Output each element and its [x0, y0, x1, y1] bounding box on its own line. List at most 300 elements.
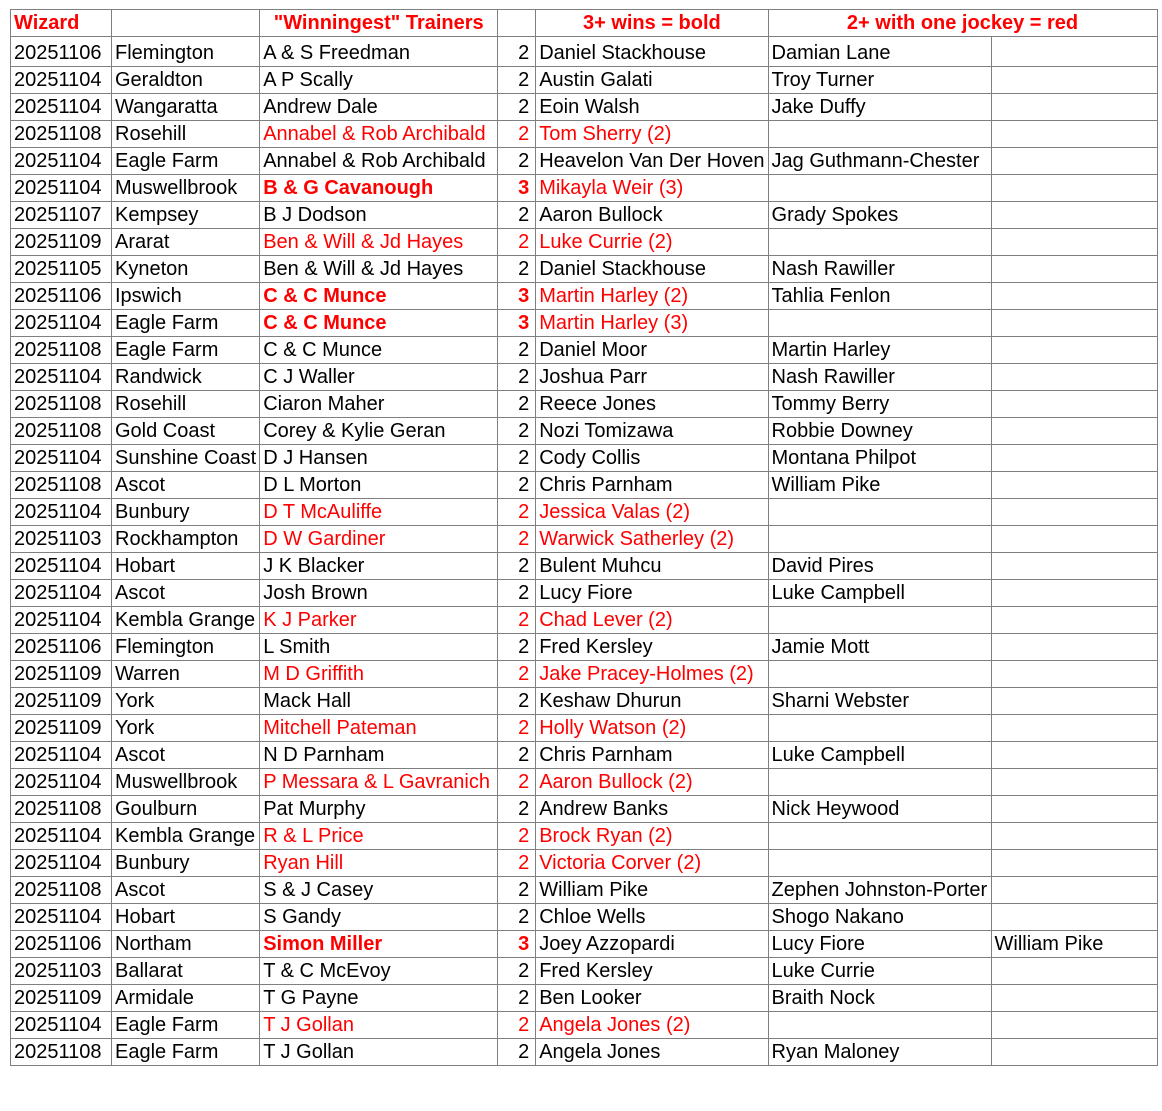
cell-jockey-1[interactable]: Aaron Bullock (2)	[536, 769, 768, 796]
cell-track[interactable]: Eagle Farm	[112, 337, 260, 364]
cell-track[interactable]: Ipswich	[112, 283, 260, 310]
cell-date[interactable]: 20251108	[11, 877, 112, 904]
cell-jockey-3[interactable]	[991, 526, 1157, 553]
cell-jockey-1[interactable]: Bulent Muhcu	[536, 553, 768, 580]
cell-jockey-3[interactable]	[991, 499, 1157, 526]
cell-track[interactable]: Randwick	[112, 364, 260, 391]
cell-jockey-3[interactable]	[991, 688, 1157, 715]
cell-wins[interactable]: 2	[498, 337, 536, 364]
cell-trainer[interactable]: Ciaron Maher	[260, 391, 498, 418]
cell-date[interactable]: 20251108	[11, 391, 112, 418]
cell-trainer[interactable]: A P Scally	[260, 67, 498, 94]
cell-jockey-1[interactable]: Luke Currie (2)	[536, 229, 768, 256]
cell-track[interactable]: Kembla Grange	[112, 607, 260, 634]
cell-wins[interactable]: 2	[498, 985, 536, 1012]
cell-trainer[interactable]: C J Waller	[260, 364, 498, 391]
cell-jockey-1[interactable]: Chris Parnham	[536, 472, 768, 499]
cell-jockey-1[interactable]: Jessica Valas (2)	[536, 499, 768, 526]
cell-date[interactable]: 20251104	[11, 175, 112, 202]
cell-date[interactable]: 20251104	[11, 67, 112, 94]
cell-trainer[interactable]: D J Hansen	[260, 445, 498, 472]
cell-wins[interactable]: 3	[498, 931, 536, 958]
cell-trainer[interactable]: Annabel & Rob Archibald	[260, 148, 498, 175]
cell-jockey-2[interactable]	[768, 823, 991, 850]
cell-date[interactable]: 20251109	[11, 229, 112, 256]
table-row	[11, 364, 1158, 391]
cell-track[interactable]: Bunbury	[112, 499, 260, 526]
cell-jockey-1[interactable]: Cody Collis	[536, 445, 768, 472]
cell-jockey-1[interactable]: Chad Lever (2)	[536, 607, 768, 634]
cell-wins[interactable]: 2	[498, 904, 536, 931]
table-row	[11, 526, 1158, 553]
cell-jockey-1[interactable]: Daniel Stackhouse	[536, 37, 768, 67]
cell-jockey-2[interactable]: David Pires	[768, 553, 991, 580]
cell-jockey-3[interactable]	[991, 958, 1157, 985]
cell-jockey-2[interactable]	[768, 661, 991, 688]
cell-track[interactable]: Ascot	[112, 877, 260, 904]
cell-jockey-1[interactable]: Victoria Corver (2)	[536, 850, 768, 877]
cell-jockey-3[interactable]	[991, 175, 1157, 202]
cell-jockey-2[interactable]: Jake Duffy	[768, 94, 991, 121]
cell-jockey-2[interactable]: Luke Campbell	[768, 580, 991, 607]
cell-date[interactable]: 20251106	[11, 634, 112, 661]
cell-jockey-2[interactable]: Ryan Maloney	[768, 1039, 991, 1066]
cell-track[interactable]: Eagle Farm	[112, 310, 260, 337]
cell-jockey-3[interactable]	[991, 391, 1157, 418]
table-row	[11, 1039, 1158, 1066]
cell-date[interactable]: 20251104	[11, 499, 112, 526]
cell-date[interactable]: 20251108	[11, 418, 112, 445]
cell-trainer[interactable]: A & S Freedman	[260, 37, 498, 67]
table-row	[11, 877, 1158, 904]
cell-jockey-3[interactable]	[991, 94, 1157, 121]
cell-jockey-3[interactable]	[991, 877, 1157, 904]
cell-wins[interactable]: 2	[498, 769, 536, 796]
cell-jockey-3[interactable]: William Pike	[991, 931, 1157, 958]
cell-trainer[interactable]: L Smith	[260, 634, 498, 661]
cell-track[interactable]: Ascot	[112, 742, 260, 769]
cell-wins[interactable]: 3	[498, 283, 536, 310]
cell-jockey-3[interactable]	[991, 283, 1157, 310]
table-row	[11, 769, 1158, 796]
cell-jockey-3[interactable]	[991, 37, 1157, 67]
cell-jockey-1[interactable]: Daniel Stackhouse	[536, 256, 768, 283]
cell-date[interactable]: 20251108	[11, 1039, 112, 1066]
cell-jockey-1[interactable]: Fred Kersley	[536, 958, 768, 985]
cell-wins[interactable]: 2	[498, 553, 536, 580]
cell-jockey-1[interactable]: Chloe Wells	[536, 904, 768, 931]
table-row	[11, 715, 1158, 742]
cell-track[interactable]: York	[112, 715, 260, 742]
cell-track[interactable]: Ascot	[112, 580, 260, 607]
cell-jockey-2[interactable]	[768, 310, 991, 337]
cell-trainer[interactable]: C & C Munce	[260, 283, 498, 310]
cell-jockey-2[interactable]: Braith Nock	[768, 985, 991, 1012]
table-row	[11, 580, 1158, 607]
cell-jockey-3[interactable]	[991, 202, 1157, 229]
cell-date[interactable]: 20251103	[11, 526, 112, 553]
cell-jockey-3[interactable]	[991, 364, 1157, 391]
cell-date[interactable]: 20251104	[11, 94, 112, 121]
cell-jockey-3[interactable]	[991, 553, 1157, 580]
cell-jockey-1[interactable]: Brock Ryan (2)	[536, 823, 768, 850]
cell-jockey-3[interactable]	[991, 148, 1157, 175]
cell-wins[interactable]: 2	[498, 67, 536, 94]
cell-jockey-2[interactable]: Zephen Johnston-Porter	[768, 877, 991, 904]
cell-date[interactable]: 20251108	[11, 472, 112, 499]
cell-jockey-1[interactable]: Martin Harley (2)	[536, 283, 768, 310]
cell-wins[interactable]: 3	[498, 175, 536, 202]
cell-trainer[interactable]: P Messara & L Gavranich	[260, 769, 498, 796]
cell-wins[interactable]: 2	[498, 121, 536, 148]
cell-date[interactable]: 20251108	[11, 337, 112, 364]
table-row	[11, 634, 1158, 661]
cell-jockey-1[interactable]: Aaron Bullock	[536, 202, 768, 229]
cell-jockey-1[interactable]: Martin Harley (3)	[536, 310, 768, 337]
header-empty-cell[interactable]	[112, 10, 260, 37]
cell-trainer[interactable]: D W Gardiner	[260, 526, 498, 553]
cell-track[interactable]: Kembla Grange	[112, 823, 260, 850]
cell-wins[interactable]: 2	[498, 850, 536, 877]
cell-trainer[interactable]: Andrew Dale	[260, 94, 498, 121]
cell-jockey-3[interactable]	[991, 796, 1157, 823]
cell-trainer[interactable]: B & G Cavanough	[260, 175, 498, 202]
cell-jockey-1[interactable]: Daniel Moor	[536, 337, 768, 364]
cell-jockey-3[interactable]	[991, 229, 1157, 256]
cell-trainer[interactable]: Simon Miller	[260, 931, 498, 958]
cell-jockey-2[interactable]: Damian Lane	[768, 37, 991, 67]
cell-track[interactable]: Eagle Farm	[112, 148, 260, 175]
table-row	[11, 688, 1158, 715]
cell-jockey-2[interactable]	[768, 607, 991, 634]
cell-wins[interactable]: 2	[498, 256, 536, 283]
cell-wins[interactable]: 2	[498, 364, 536, 391]
cell-date[interactable]: 20251104	[11, 364, 112, 391]
cell-jockey-3[interactable]	[991, 472, 1157, 499]
cell-jockey-1[interactable]: Keshaw Dhurun	[536, 688, 768, 715]
cell-date[interactable]: 20251109	[11, 661, 112, 688]
cell-wins[interactable]: 2	[498, 742, 536, 769]
cell-track[interactable]: Rosehill	[112, 121, 260, 148]
cell-date[interactable]: 20251104	[11, 553, 112, 580]
cell-track[interactable]: Kyneton	[112, 256, 260, 283]
cell-date[interactable]: 20251104	[11, 607, 112, 634]
cell-wins[interactable]: 2	[498, 796, 536, 823]
cell-wins[interactable]: 2	[498, 472, 536, 499]
cell-date[interactable]: 20251104	[11, 1012, 112, 1039]
cell-wins[interactable]: 2	[498, 958, 536, 985]
cell-jockey-1[interactable]: Nozi Tomizawa	[536, 418, 768, 445]
cell-jockey-1[interactable]: Lucy Fiore	[536, 580, 768, 607]
table-row	[11, 607, 1158, 634]
cell-trainer[interactable]: T & C McEvoy	[260, 958, 498, 985]
cell-wins[interactable]: 2	[498, 1012, 536, 1039]
cell-jockey-3[interactable]	[991, 337, 1157, 364]
cell-trainer[interactable]: C & C Munce	[260, 337, 498, 364]
cell-wins[interactable]: 2	[498, 499, 536, 526]
cell-track[interactable]: Ballarat	[112, 958, 260, 985]
cell-date[interactable]: 20251106	[11, 37, 112, 67]
cell-date[interactable]: 20251104	[11, 904, 112, 931]
cell-jockey-1[interactable]: Fred Kersley	[536, 634, 768, 661]
cell-track[interactable]: Rockhampton	[112, 526, 260, 553]
cell-jockey-2[interactable]: Luke Campbell	[768, 742, 991, 769]
cell-date[interactable]: 20251108	[11, 796, 112, 823]
cell-jockey-1[interactable]: Reece Jones	[536, 391, 768, 418]
cell-track[interactable]: Goulburn	[112, 796, 260, 823]
cell-trainer[interactable]: T J Gollan	[260, 1039, 498, 1066]
cell-jockey-2[interactable]	[768, 715, 991, 742]
cell-jockey-3[interactable]	[991, 445, 1157, 472]
cell-wins[interactable]: 2	[498, 877, 536, 904]
cell-jockey-2[interactable]: Nash Rawiller	[768, 256, 991, 283]
cell-jockey-3[interactable]	[991, 256, 1157, 283]
cell-jockey-3[interactable]	[991, 823, 1157, 850]
cell-jockey-3[interactable]	[991, 418, 1157, 445]
cell-jockey-2[interactable]: Nick Heywood	[768, 796, 991, 823]
cell-jockey-2[interactable]	[768, 769, 991, 796]
table-row	[11, 958, 1158, 985]
cell-date[interactable]: 20251105	[11, 256, 112, 283]
cell-jockey-2[interactable]: Tommy Berry	[768, 391, 991, 418]
cell-jockey-1[interactable]: Jake Pracey-Holmes (2)	[536, 661, 768, 688]
cell-date[interactable]: 20251104	[11, 850, 112, 877]
cell-jockey-2[interactable]: Luke Currie	[768, 958, 991, 985]
cell-wins[interactable]: 2	[498, 418, 536, 445]
cell-trainer[interactable]: S Gandy	[260, 904, 498, 931]
cell-trainer[interactable]: M D Griffith	[260, 661, 498, 688]
cell-jockey-1[interactable]: Mikayla Weir (3)	[536, 175, 768, 202]
table-row	[11, 661, 1158, 688]
cell-trainer[interactable]: B J Dodson	[260, 202, 498, 229]
cell-jockey-2[interactable]: Grady Spokes	[768, 202, 991, 229]
cell-jockey-2[interactable]	[768, 1012, 991, 1039]
cell-track[interactable]: Armidale	[112, 985, 260, 1012]
table-row	[11, 310, 1158, 337]
cell-jockey-1[interactable]: Eoin Walsh	[536, 94, 768, 121]
cell-wins[interactable]: 2	[498, 94, 536, 121]
cell-date[interactable]: 20251104	[11, 742, 112, 769]
cell-wins[interactable]: 2	[498, 661, 536, 688]
table-row	[11, 391, 1158, 418]
cell-wins[interactable]: 2	[498, 391, 536, 418]
cell-jockey-2[interactable]: Jag Guthmann-Chester	[768, 148, 991, 175]
cell-date[interactable]: 20251109	[11, 688, 112, 715]
cell-trainer[interactable]: N D Parnham	[260, 742, 498, 769]
cell-date[interactable]: 20251104	[11, 310, 112, 337]
table-row	[11, 418, 1158, 445]
cell-wins[interactable]: 2	[498, 202, 536, 229]
cell-trainer[interactable]: S & J Casey	[260, 877, 498, 904]
cell-date[interactable]: 20251103	[11, 958, 112, 985]
cell-track[interactable]: Kempsey	[112, 202, 260, 229]
cell-jockey-2[interactable]	[768, 499, 991, 526]
cell-track[interactable]: Ararat	[112, 229, 260, 256]
cell-jockey-1[interactable]: Tom Sherry (2)	[536, 121, 768, 148]
cell-jockey-1[interactable]: Austin Galati	[536, 67, 768, 94]
cell-jockey-3[interactable]	[991, 310, 1157, 337]
cell-trainer[interactable]: T J Gollan	[260, 1012, 498, 1039]
table-row	[11, 121, 1158, 148]
cell-trainer[interactable]: D L Morton	[260, 472, 498, 499]
cell-date[interactable]: 20251104	[11, 823, 112, 850]
cell-date[interactable]: 20251109	[11, 985, 112, 1012]
cell-jockey-2[interactable]: Lucy Fiore	[768, 931, 991, 958]
table-row	[11, 931, 1158, 958]
table-row	[11, 553, 1158, 580]
cell-trainer[interactable]: T G Payne	[260, 985, 498, 1012]
cell-trainer[interactable]: D T McAuliffe	[260, 499, 498, 526]
cell-wins[interactable]: 2	[498, 580, 536, 607]
cell-track[interactable]: Eagle Farm	[112, 1039, 260, 1066]
cell-track[interactable]: Rosehill	[112, 391, 260, 418]
cell-jockey-2[interactable]: Nash Rawiller	[768, 364, 991, 391]
cell-jockey-2[interactable]	[768, 175, 991, 202]
cell-track[interactable]: Wangaratta	[112, 94, 260, 121]
cell-jockey-3[interactable]	[991, 1039, 1157, 1066]
cell-jockey-3[interactable]	[991, 580, 1157, 607]
cell-jockey-3[interactable]	[991, 661, 1157, 688]
cell-date[interactable]: 20251107	[11, 202, 112, 229]
cell-jockey-2[interactable]: Martin Harley	[768, 337, 991, 364]
cell-wins[interactable]: 3	[498, 310, 536, 337]
header-wizard[interactable]: Wizard	[11, 10, 112, 37]
table-row	[11, 850, 1158, 877]
cell-track[interactable]: Bunbury	[112, 850, 260, 877]
cell-track[interactable]: Flemington	[112, 634, 260, 661]
cell-track[interactable]: Ascot	[112, 472, 260, 499]
cell-wins[interactable]: 2	[498, 634, 536, 661]
cell-track[interactable]: Hobart	[112, 553, 260, 580]
cell-jockey-3[interactable]	[991, 67, 1157, 94]
cell-trainer[interactable]: J K Blacker	[260, 553, 498, 580]
cell-wins[interactable]: 2	[498, 445, 536, 472]
cell-trainer[interactable]: K J Parker	[260, 607, 498, 634]
cell-jockey-2[interactable]: Jamie Mott	[768, 634, 991, 661]
cell-jockey-2[interactable]	[768, 121, 991, 148]
cell-track[interactable]: Geraldton	[112, 67, 260, 94]
cell-trainer[interactable]: Ryan Hill	[260, 850, 498, 877]
cell-jockey-2[interactable]: Sharni Webster	[768, 688, 991, 715]
table-row	[11, 1012, 1158, 1039]
cell-date[interactable]: 20251104	[11, 445, 112, 472]
cell-track[interactable]: Flemington	[112, 37, 260, 67]
cell-wins[interactable]: 2	[498, 823, 536, 850]
cell-track[interactable]: Warren	[112, 661, 260, 688]
table-row	[11, 37, 1158, 67]
cell-date[interactable]: 20251106	[11, 283, 112, 310]
cell-trainer[interactable]: Ben & Will & Jd Hayes	[260, 229, 498, 256]
cell-track[interactable]: York	[112, 688, 260, 715]
cell-jockey-3[interactable]	[991, 904, 1157, 931]
header-row	[11, 10, 1158, 37]
cell-wins[interactable]: 2	[498, 37, 536, 67]
table-row	[11, 499, 1158, 526]
cell-jockey-1[interactable]: Joey Azzopardi	[536, 931, 768, 958]
header-red-rule[interactable]: 2+ with one jockey = red	[768, 10, 1157, 37]
cell-jockey-2[interactable]	[768, 526, 991, 553]
cell-date[interactable]: 20251106	[11, 931, 112, 958]
cell-date[interactable]: 20251108	[11, 121, 112, 148]
cell-jockey-1[interactable]: William Pike	[536, 877, 768, 904]
cell-trainer[interactable]: Ben & Will & Jd Hayes	[260, 256, 498, 283]
cell-jockey-1[interactable]: Joshua Parr	[536, 364, 768, 391]
header-empty-cell[interactable]	[498, 10, 536, 37]
cell-jockey-2[interactable]	[768, 229, 991, 256]
cell-jockey-2[interactable]	[768, 850, 991, 877]
cell-jockey-1[interactable]: Warwick Satherley (2)	[536, 526, 768, 553]
cell-track[interactable]: Sunshine Coast	[112, 445, 260, 472]
cell-track[interactable]: Northam	[112, 931, 260, 958]
cell-jockey-3[interactable]	[991, 634, 1157, 661]
cell-jockey-3[interactable]	[991, 121, 1157, 148]
cell-jockey-3[interactable]	[991, 607, 1157, 634]
cell-wins[interactable]: 2	[498, 229, 536, 256]
cell-jockey-3[interactable]	[991, 742, 1157, 769]
cell-jockey-1[interactable]: Andrew Banks	[536, 796, 768, 823]
table-row	[11, 283, 1158, 310]
table-row	[11, 985, 1158, 1012]
cell-jockey-1[interactable]: Chris Parnham	[536, 742, 768, 769]
header-bold-rule[interactable]: 3+ wins = bold	[536, 10, 768, 37]
cell-date[interactable]: 20251109	[11, 715, 112, 742]
cell-track[interactable]: Gold Coast	[112, 418, 260, 445]
cell-wins[interactable]: 2	[498, 526, 536, 553]
table-row	[11, 256, 1158, 283]
table-row	[11, 472, 1158, 499]
cell-wins[interactable]: 2	[498, 148, 536, 175]
cell-jockey-3[interactable]	[991, 1012, 1157, 1039]
cell-jockey-2[interactable]: William Pike	[768, 472, 991, 499]
cell-jockey-1[interactable]: Heavelon Van Der Hoven	[536, 148, 768, 175]
cell-trainer[interactable]: Corey & Kylie Geran	[260, 418, 498, 445]
cell-track[interactable]: Muswellbrook	[112, 175, 260, 202]
cell-track[interactable]: Muswellbrook	[112, 769, 260, 796]
cell-wins[interactable]: 2	[498, 715, 536, 742]
cell-date[interactable]: 20251104	[11, 580, 112, 607]
cell-track[interactable]: Eagle Farm	[112, 1012, 260, 1039]
cell-jockey-2[interactable]: Montana Philpot	[768, 445, 991, 472]
cell-jockey-3[interactable]	[991, 850, 1157, 877]
cell-wins[interactable]: 2	[498, 1039, 536, 1066]
cell-jockey-3[interactable]	[991, 769, 1157, 796]
cell-track[interactable]: Hobart	[112, 904, 260, 931]
cell-trainer[interactable]: C & C Munce	[260, 310, 498, 337]
cell-jockey-1[interactable]: Holly Watson (2)	[536, 715, 768, 742]
cell-jockey-2[interactable]: Troy Turner	[768, 67, 991, 94]
cell-wins[interactable]: 2	[498, 607, 536, 634]
cell-jockey-1[interactable]: Angela Jones	[536, 1039, 768, 1066]
cell-jockey-2[interactable]: Robbie Downey	[768, 418, 991, 445]
cell-jockey-2[interactable]: Shogo Nakano	[768, 904, 991, 931]
cell-trainer[interactable]: Mack Hall	[260, 688, 498, 715]
cell-wins[interactable]: 2	[498, 688, 536, 715]
cell-trainer[interactable]: Annabel & Rob Archibald	[260, 121, 498, 148]
cell-trainer[interactable]: Josh Brown	[260, 580, 498, 607]
cell-date[interactable]: 20251104	[11, 769, 112, 796]
cell-jockey-1[interactable]: Ben Looker	[536, 985, 768, 1012]
cell-trainer[interactable]: R & L Price	[260, 823, 498, 850]
cell-jockey-2[interactable]: Tahlia Fenlon	[768, 283, 991, 310]
cell-trainer[interactable]: Mitchell Pateman	[260, 715, 498, 742]
cell-jockey-3[interactable]	[991, 715, 1157, 742]
cell-trainer[interactable]: Pat Murphy	[260, 796, 498, 823]
cell-date[interactable]: 20251104	[11, 148, 112, 175]
table-row	[11, 823, 1158, 850]
cell-jockey-3[interactable]	[991, 985, 1157, 1012]
header-trainers[interactable]: "Winningest" Trainers	[260, 10, 498, 37]
cell-jockey-1[interactable]: Angela Jones (2)	[536, 1012, 768, 1039]
